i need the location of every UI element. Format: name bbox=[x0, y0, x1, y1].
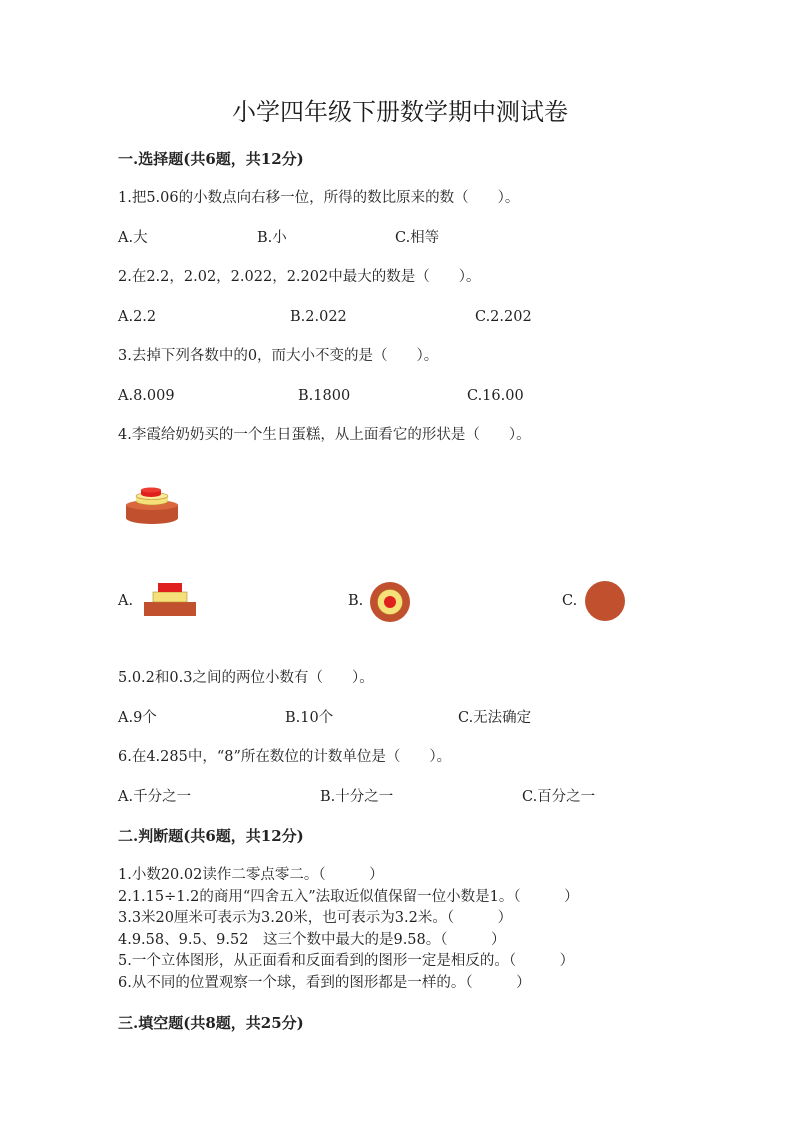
q6-option-b: B.十分之一 bbox=[320, 789, 394, 805]
tf-item-3: 3.3米20厘米可表示为3.20米，也可表示为3.2米。（ ） bbox=[118, 910, 513, 926]
q3-option-c: C.16.00 bbox=[467, 388, 524, 404]
q4-option-a-figure bbox=[144, 582, 196, 616]
front-view-middle bbox=[153, 592, 187, 602]
tf-item-5: 5.一个立体图形，从正面看和反面看到的图形一定是相反的。（ ） bbox=[118, 953, 575, 969]
question-4: 4.李霞给奶奶买的一个生日蛋糕，从上面看它的形状是（ ）。 bbox=[118, 427, 531, 443]
q6-option-a: A.千分之一 bbox=[118, 789, 192, 805]
q4-option-b: B. bbox=[348, 593, 364, 609]
q5-option-a: A.9个 bbox=[118, 710, 157, 726]
top-view-center bbox=[384, 596, 396, 608]
tf-item-6: 6.从不同的位置观察一个球，看到的图形都是一样的。（ ） bbox=[118, 975, 531, 991]
section-heading-true-false: 二.判断题(共6题，共12分) bbox=[118, 827, 304, 845]
tf-item-4: 4.9.58、9.5、9.52 这三个数中最大的是9.58。（ ） bbox=[118, 932, 506, 948]
q5-option-c: C.无法确定 bbox=[458, 710, 532, 726]
q2-option-b: B.2.022 bbox=[290, 309, 347, 325]
q3-option-b: B.1800 bbox=[298, 388, 351, 404]
q4-option-c: C. bbox=[562, 593, 578, 609]
q5-option-b: B.10个 bbox=[285, 710, 334, 726]
cake-top-cap bbox=[141, 488, 161, 493]
page-title: 小学四年级下册数学期中测试卷 bbox=[232, 98, 568, 126]
q1-option-a: A.大 bbox=[118, 230, 148, 246]
q2-option-c: C.2.202 bbox=[475, 309, 532, 325]
question-3: 3.去掉下列各数中的0，而大小不变的是（ ）。 bbox=[118, 348, 439, 364]
q1-option-c: C.相等 bbox=[395, 230, 440, 246]
question-2: 2.在2.2，2.02，2.022，2.202中最大的数是（ ）。 bbox=[118, 269, 481, 285]
q4-option-c-figure bbox=[584, 580, 626, 622]
q6-option-c: C.百分之一 bbox=[522, 789, 596, 805]
question-1: 1.把5.06的小数点向右移一位，所得的数比原来的数（ ）。 bbox=[118, 190, 520, 206]
front-view-base bbox=[144, 602, 196, 616]
q1-option-b: B.小 bbox=[257, 230, 287, 246]
section-heading-fill-blank: 三.填空题(共8题，共25分) bbox=[118, 1014, 304, 1032]
q4-option-b-figure bbox=[369, 581, 411, 623]
cake-illustration bbox=[124, 488, 180, 528]
plain-circle bbox=[585, 581, 625, 621]
section-heading-choice: 一.选择题(共6题，共12分) bbox=[118, 150, 304, 168]
q3-option-a: A.8.009 bbox=[118, 388, 175, 404]
question-6: 6.在4.285中，“8”所在数位的计数单位是（ ）。 bbox=[118, 749, 452, 765]
front-view-top bbox=[158, 583, 182, 592]
q4-option-a: A. bbox=[118, 593, 134, 609]
q2-option-a: A.2.2 bbox=[118, 309, 157, 325]
question-5: 5.0.2和0.3之间的两位小数有（ ）。 bbox=[118, 670, 374, 686]
tf-item-1: 1.小数20.02读作二零点零二。（ ） bbox=[118, 867, 384, 883]
tf-item-2: 2.1.15÷1.2的商用“四舍五入”法取近似值保留一位小数是1。（ ） bbox=[118, 889, 579, 905]
